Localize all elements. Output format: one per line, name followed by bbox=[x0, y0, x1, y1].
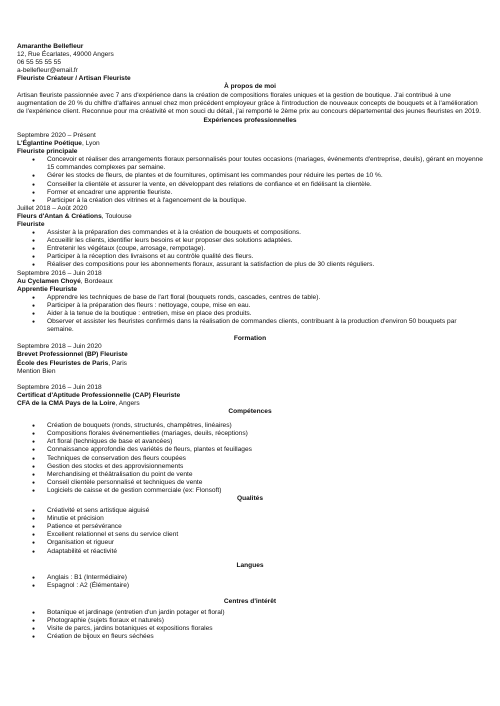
list-item: ● Former et encadrer une apprentie fleuriste. bbox=[17, 189, 483, 197]
job-role: Apprentie Fleuriste bbox=[17, 285, 78, 293]
list-item: ● Entretenir les végétaux (coupe, arrosage, rempotage). bbox=[17, 245, 483, 253]
list-item: ● Participer à la création des vitrines et à l'agencement de la boutique. bbox=[17, 197, 483, 205]
skills-heading: Compétences bbox=[228, 408, 272, 416]
list-item: ● Compositions florales événementielles (mariages, deuils, réceptions) bbox=[17, 430, 483, 438]
list-item: ● Merchandising et théâtralisation du point de vente bbox=[17, 471, 483, 479]
resume-page bbox=[17, 43, 483, 641]
list-item: ● Création de bijoux en fleurs séchées bbox=[17, 633, 483, 641]
list-item: ● Art floral (techniques de base et avancées) bbox=[17, 438, 483, 446]
education-degree: Certificat d'Aptitude Professionnelle (CAP) Fleuriste bbox=[17, 391, 181, 399]
list-item: ● Connaissance approfondie des variétés de fleurs, plantes et feuillages bbox=[17, 446, 483, 454]
list-item: ● Participer à la préparation des fleurs : nettoyage, coupe, mise en eau. bbox=[17, 302, 483, 310]
education-dates: Septembre 2018 – Juin 2020 bbox=[17, 343, 102, 351]
qualities-heading: Qualités bbox=[236, 494, 264, 502]
job-location: , Bordeaux bbox=[80, 277, 113, 285]
list-item: ● Observer et assister les fleuristes confirmés dans la réalisation de commandes clients, contribuant à la production d'environ 50 bouquets par semaine. bbox=[17, 318, 483, 334]
email: a-bellefleur@email.fr bbox=[17, 67, 78, 75]
list-item: ● Réaliser des compositions pour les abonnements floraux, assurant la satisfaction de plus de 30 clients réguliers. bbox=[17, 261, 483, 269]
list-item: ● Minutie et précision bbox=[17, 515, 483, 523]
job-location: , Lyon bbox=[81, 140, 100, 148]
job-role: Fleuriste bbox=[17, 220, 45, 228]
job-location: , Toulouse bbox=[101, 212, 132, 220]
job-entry bbox=[17, 270, 483, 335]
languages-list bbox=[17, 574, 483, 590]
education-note: Mention Bien bbox=[17, 367, 56, 375]
list-item: ● Aider à la tenue de la boutique : entretien, mise en place des produits. bbox=[17, 310, 483, 318]
education-heading: Formation bbox=[233, 335, 267, 343]
interests-heading: Centres d'intérêt bbox=[223, 597, 277, 605]
job-dates: Juillet 2018 – Août 2020 bbox=[17, 204, 88, 212]
contact-block bbox=[17, 43, 483, 83]
list-item: ● Visite de parcs, jardins botaniques et expositions florales bbox=[17, 625, 483, 633]
education-entry bbox=[17, 343, 483, 375]
list-item: ● Conseil clientèle personnalisé et techniques de vente bbox=[17, 479, 483, 487]
education-dates: Septembre 2016 – Juin 2018 bbox=[17, 383, 102, 391]
job-role: Fleuriste principale bbox=[17, 148, 78, 156]
education-location: , Angers bbox=[115, 399, 140, 407]
list-item: ● Concevoir et réaliser des arrangements floraux personnalisés pour toutes occasions (mariages, événements d'entreprise, deuils), gérant en moyenne 15 commandes complexes par semaine. bbox=[17, 156, 483, 172]
list-item: ● Assister à la préparation des commandes et à la création de bouquets et compositions. bbox=[17, 229, 483, 237]
about-text: Artisan fleuriste passionnée avec 7 ans d'expérience dans la création de compositions florales uniques et la gestion de boutique. J'ai contribué à une augmentation de 20 % du chiffre d'affaires annuel chez mon précédent employeur grâce à l'introduction de nouveaux concepts de bouquets et à l'amélioration de l'expérience client. Reconnue pour ma créativité et mon souci du détail, j'ai remporté le 2ème prix au concours départemental des jeunes fleuristes en 2019. bbox=[17, 91, 481, 115]
qualities-list bbox=[17, 507, 483, 556]
list-item: ● Patience et persévérance bbox=[17, 523, 483, 531]
job-tasks bbox=[17, 294, 483, 334]
list-item: ● Anglais : B1 (Intermédiaire) bbox=[17, 574, 483, 582]
job-company: Fleurs d'Antan & Créations bbox=[17, 212, 102, 220]
job-tasks bbox=[17, 229, 483, 269]
education-location: , Paris bbox=[108, 359, 127, 367]
job-entry bbox=[17, 132, 483, 205]
list-item: ● Participer à la réception des livraisons et au contrôle qualité des fleurs. bbox=[17, 253, 483, 261]
job-dates: Septembre 2016 – Juin 2018 bbox=[17, 269, 102, 277]
job-dates: Septembre 2020 – Présent bbox=[17, 131, 96, 139]
experience-heading: Expériences professionnelles bbox=[203, 116, 297, 124]
phone: 06 55 55 55 55 bbox=[17, 59, 61, 67]
job-company: Au Cyclamen Choyé bbox=[17, 277, 81, 285]
job-tasks bbox=[17, 156, 483, 205]
list-item: ● Photographie (sujets floraux et naturels) bbox=[17, 617, 483, 625]
list-item: ● Techniques de conservation des fleurs coupées bbox=[17, 455, 483, 463]
list-item: ● Espagnol : A2 (Élémentaire) bbox=[17, 582, 483, 590]
about-heading: À propos de moi bbox=[223, 83, 277, 91]
list-item: ● Gestion des stocks et des approvisionnements bbox=[17, 463, 483, 471]
interests-list bbox=[17, 609, 483, 641]
education-degree: Brevet Professionnel (BP) Fleuriste bbox=[17, 351, 128, 359]
education-entry bbox=[17, 384, 483, 408]
skills-list bbox=[17, 422, 483, 495]
list-item: ● Adaptabilité et réactivité bbox=[17, 548, 483, 556]
list-item: ● Accueillir les clients, identifier leurs besoins et leur proposer des solutions adaptées. bbox=[17, 237, 483, 245]
full-name: Amaranthe Bellefleur bbox=[17, 43, 84, 50]
list-item: ● Organisation et rigueur bbox=[17, 539, 483, 547]
list-item: ● Apprendre les techniques de base de l'art floral (bouquets ronds, cascades, centres de table). bbox=[17, 294, 483, 302]
job-company: L'Églantine Poétique bbox=[17, 140, 82, 148]
job-entry bbox=[17, 205, 483, 270]
list-item: ● Botanique et jardinage (entretien d'un jardin potager et floral) bbox=[17, 609, 483, 617]
list-item: ● Créativité et sens artistique aiguisé bbox=[17, 507, 483, 515]
list-item: ● Création de bouquets (ronds, structurés, champêtres, linéaires) bbox=[17, 422, 483, 430]
list-item: ● Conseiller la clientèle et assurer la vente, en développant des relations de confiance et en fidélisant la clientèle. bbox=[17, 181, 483, 189]
list-item: ● Excellent relationnel et sens du service client bbox=[17, 531, 483, 539]
education-school: CFA de la CMA Pays de la Loire bbox=[17, 399, 116, 407]
list-item: ● Logiciels de caisse et de gestion commerciale (ex: Flonsoft) bbox=[17, 487, 483, 495]
languages-heading: Langues bbox=[236, 561, 264, 569]
education-school: École des Fleuristes de Paris bbox=[17, 359, 109, 367]
address: 12, Rue Écarlates, 49000 Angers bbox=[17, 51, 114, 59]
job-title: Fleuriste Créateur / Artisan Fleuriste bbox=[17, 75, 131, 83]
list-item: ● Gérer les stocks de fleurs, de plantes et de fournitures, optimisant les commandes pour réduire les pertes de 10 %. bbox=[17, 172, 483, 180]
